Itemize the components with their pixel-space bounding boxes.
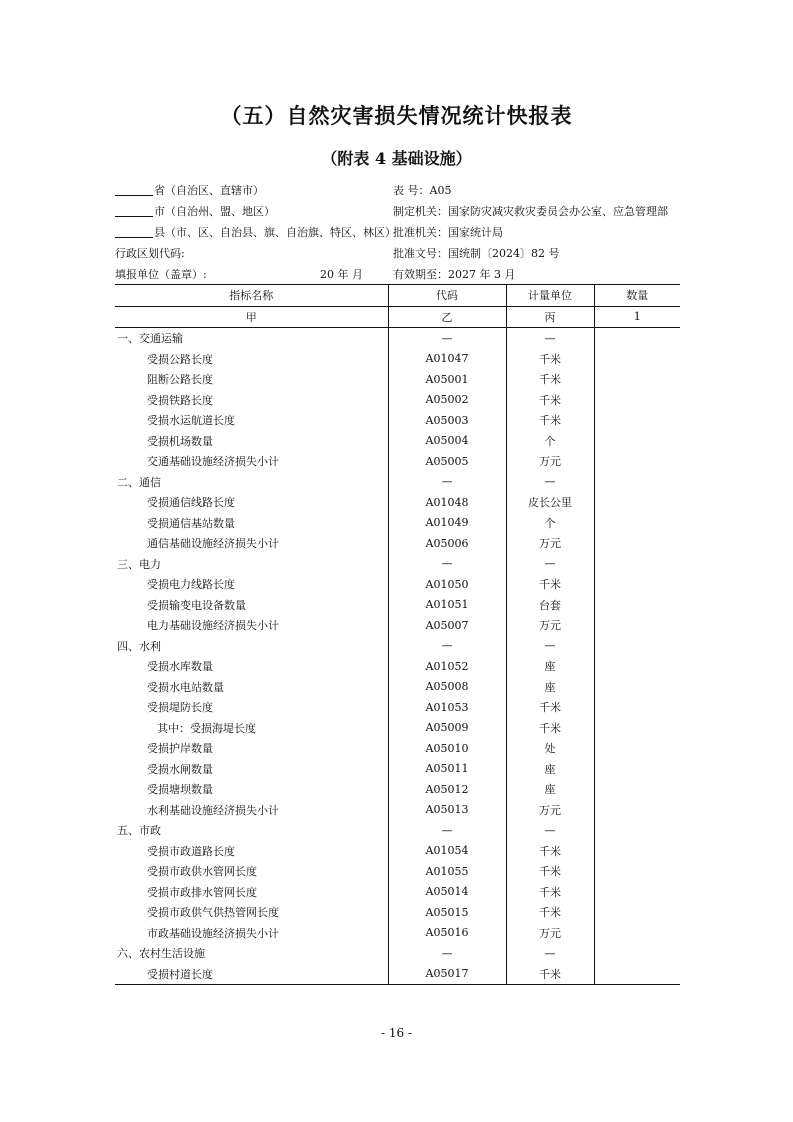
row-quantity-input[interactable]: [594, 964, 680, 985]
form-no: 表 号：A05: [393, 184, 452, 197]
row-name: 受损水库数量: [115, 656, 388, 677]
row-unit: 座: [506, 759, 594, 780]
table-row: [115, 328, 680, 349]
city-blank[interactable]: [115, 203, 153, 217]
row-code: —: [388, 820, 506, 841]
row-unit: —: [506, 943, 594, 964]
row-quantity-input[interactable]: [594, 841, 680, 862]
row-name: 受损堤防长度: [115, 697, 388, 718]
row-name: 通信基础设施经济损失小计: [115, 533, 388, 554]
row-unit: 台套: [506, 595, 594, 616]
row-code: A05007: [388, 615, 506, 636]
row-unit: —: [506, 636, 594, 657]
form-meta: [115, 180, 680, 285]
row-name: 水利基础设施经济损失小计: [115, 800, 388, 821]
row-name: 受损通信基站数量: [115, 513, 388, 534]
row-name: 受损护岸数量: [115, 738, 388, 759]
table-row: [115, 923, 680, 944]
row-unit: 千米: [506, 902, 594, 923]
row-quantity-input[interactable]: [594, 492, 680, 513]
approval-no: 批准文号：国统制〔2024〕82 号: [393, 247, 560, 260]
row-unit: 千米: [506, 882, 594, 903]
table-row: [115, 431, 680, 452]
subheader-quantity: 1: [594, 306, 680, 328]
form-subtitle: （附表 4 基础设施）: [321, 149, 472, 168]
table-row: [115, 677, 680, 698]
row-name: 受损塘坝数量: [115, 779, 388, 800]
row-code: A05011: [388, 759, 506, 780]
table-row: [115, 902, 680, 923]
row-quantity-input[interactable]: [594, 636, 680, 657]
row-name: 三、电力: [115, 554, 388, 575]
table-row: [115, 574, 680, 595]
row-unit: —: [506, 328, 594, 349]
province-blank[interactable]: [115, 182, 153, 196]
row-code: A05014: [388, 882, 506, 903]
row-code: A05016: [388, 923, 506, 944]
subheader-code: 乙: [388, 306, 506, 328]
row-quantity-input[interactable]: [594, 574, 680, 595]
row-code: —: [388, 472, 506, 493]
row-unit: 千米: [506, 349, 594, 370]
row-unit: 千米: [506, 718, 594, 739]
issuer: 制定机关：国家防灾减灾救灾委员会办公室、应急管理部: [393, 205, 668, 218]
row-quantity-input[interactable]: [594, 656, 680, 677]
row-quantity-input[interactable]: [594, 902, 680, 923]
row-code: —: [388, 636, 506, 657]
row-quantity-input[interactable]: [594, 677, 680, 698]
table-row: [115, 656, 680, 677]
fill-date: 20 年 月: [320, 268, 363, 281]
row-name: 受损输变电设备数量: [115, 595, 388, 616]
table-row: [115, 820, 680, 841]
row-code: A01047: [388, 349, 506, 370]
table-row: [115, 390, 680, 411]
row-quantity-input[interactable]: [594, 554, 680, 575]
county-blank[interactable]: [115, 224, 153, 238]
table-row: [115, 451, 680, 472]
subheader-name: 甲: [115, 306, 388, 328]
row-quantity-input[interactable]: [594, 923, 680, 944]
row-name: 五、市政: [115, 820, 388, 841]
row-unit: 座: [506, 677, 594, 698]
row-quantity-input[interactable]: [594, 882, 680, 903]
row-name: 受损市政道路长度: [115, 841, 388, 862]
row-name: 受损水闸数量: [115, 759, 388, 780]
row-unit: 千米: [506, 841, 594, 862]
row-name: 受损水电站数量: [115, 677, 388, 698]
header-unit: 计量单位: [506, 285, 594, 307]
row-code: A05009: [388, 718, 506, 739]
row-code: A05006: [388, 533, 506, 554]
table-row: [115, 861, 680, 882]
row-name: 四、水利: [115, 636, 388, 657]
row-name: 受损水运航道长度: [115, 410, 388, 431]
row-quantity-input[interactable]: [594, 615, 680, 636]
row-quantity-input[interactable]: [594, 718, 680, 739]
table-row: [115, 349, 680, 370]
row-quantity-input[interactable]: [594, 390, 680, 411]
row-name: 受损村道长度: [115, 964, 388, 985]
row-quantity-input[interactable]: [594, 431, 680, 452]
row-name: 阻断公路长度: [115, 369, 388, 390]
row-code: A01050: [388, 574, 506, 595]
row-code: —: [388, 328, 506, 349]
region-code-label: 行政区划代码:: [115, 247, 185, 260]
province-field[interactable]: [115, 180, 264, 201]
row-name: 受损市政排水管网长度: [115, 882, 388, 903]
row-unit: 座: [506, 779, 594, 800]
row-code: A05003: [388, 410, 506, 431]
table-row: [115, 718, 680, 739]
row-code: A01054: [388, 841, 506, 862]
row-name: 受损市政供水管网长度: [115, 861, 388, 882]
table-row: [115, 513, 680, 534]
row-quantity-input[interactable]: [594, 820, 680, 841]
row-name: 受损机场数量: [115, 431, 388, 452]
row-name: 受损铁路长度: [115, 390, 388, 411]
row-code: A05002: [388, 390, 506, 411]
row-name: 六、农村生活设施: [115, 943, 388, 964]
table-row: [115, 697, 680, 718]
row-unit: 万元: [506, 923, 594, 944]
table-row: [115, 554, 680, 575]
row-unit: 千米: [506, 390, 594, 411]
row-code: A05010: [388, 738, 506, 759]
header-quantity: 数量: [594, 285, 680, 307]
row-unit: 个: [506, 513, 594, 534]
row-code: A01052: [388, 656, 506, 677]
row-unit: —: [506, 472, 594, 493]
header-name: 指标名称: [115, 285, 388, 307]
row-unit: 千米: [506, 410, 594, 431]
row-name: 市政基础设施经济损失小计: [115, 923, 388, 944]
row-unit: —: [506, 820, 594, 841]
row-quantity-input[interactable]: [594, 328, 680, 349]
table-header-row: [115, 285, 680, 307]
row-quantity-input[interactable]: [594, 410, 680, 431]
row-name: 电力基础设施经济损失小计: [115, 615, 388, 636]
approver: 批准机关：国家统计局: [393, 226, 503, 239]
row-quantity-input[interactable]: [594, 738, 680, 759]
row-code: A01048: [388, 492, 506, 513]
row-unit: —: [506, 554, 594, 575]
row-code: A01051: [388, 595, 506, 616]
row-code: A05008: [388, 677, 506, 698]
row-code: A01049: [388, 513, 506, 534]
city-label: 市（自治州、盟、地区）: [154, 205, 275, 218]
row-code: —: [388, 943, 506, 964]
row-unit: 万元: [506, 615, 594, 636]
row-quantity-input[interactable]: [594, 779, 680, 800]
row-name: 受损通信线路长度: [115, 492, 388, 513]
table-row: [115, 964, 680, 985]
row-name: 受损市政供气供热管网长度: [115, 902, 388, 923]
row-unit: 座: [506, 656, 594, 677]
table-row: [115, 759, 680, 780]
row-quantity-input[interactable]: [594, 349, 680, 370]
city-field[interactable]: [115, 201, 275, 222]
table-row: [115, 615, 680, 636]
county-field[interactable]: [115, 222, 396, 243]
table-row: [115, 943, 680, 964]
row-name: 二、通信: [115, 472, 388, 493]
subheader-unit: 丙: [506, 306, 594, 328]
table-row: [115, 369, 680, 390]
row-code: A05005: [388, 451, 506, 472]
row-quantity-input[interactable]: [594, 697, 680, 718]
row-unit: 千米: [506, 369, 594, 390]
row-quantity-input[interactable]: [594, 513, 680, 534]
province-label: 省（自治区、直辖市）: [154, 184, 264, 197]
table-row: [115, 841, 680, 862]
row-code: —: [388, 554, 506, 575]
row-code: A01055: [388, 861, 506, 882]
table-row: [115, 492, 680, 513]
row-quantity-input[interactable]: [594, 451, 680, 472]
row-quantity-input[interactable]: [594, 595, 680, 616]
row-unit: 万元: [506, 533, 594, 554]
row-code: A05013: [388, 800, 506, 821]
table-row: [115, 595, 680, 616]
row-code: A05001: [388, 369, 506, 390]
row-unit: 千米: [506, 964, 594, 985]
row-code: A05004: [388, 431, 506, 452]
table-row: [115, 636, 680, 657]
row-unit: 个: [506, 431, 594, 452]
row-quantity-input[interactable]: [594, 369, 680, 390]
row-unit: 千米: [506, 861, 594, 882]
row-unit: 千米: [506, 574, 594, 595]
row-code: A01053: [388, 697, 506, 718]
row-name: 受损公路长度: [115, 349, 388, 370]
infrastructure-table: [115, 284, 680, 985]
table-row: [115, 472, 680, 493]
filler-label: 填报单位（盖章）:: [115, 268, 207, 281]
row-quantity-input[interactable]: [594, 800, 680, 821]
table-row: [115, 779, 680, 800]
row-name: 受损电力线路长度: [115, 574, 388, 595]
table-row: [115, 882, 680, 903]
table-row: [115, 410, 680, 431]
row-name: 交通基础设施经济损失小计: [115, 451, 388, 472]
row-unit: 万元: [506, 800, 594, 821]
county-label: 县（市、区、自治县、旗、自治旗、特区、林区）: [154, 226, 396, 239]
row-unit: 处: [506, 738, 594, 759]
row-quantity-input[interactable]: [594, 861, 680, 882]
row-code: A05017: [388, 964, 506, 985]
row-name: 一、交通运输: [115, 328, 388, 349]
row-unit: 皮长公里: [506, 492, 594, 513]
row-quantity-input[interactable]: [594, 943, 680, 964]
table-row: [115, 533, 680, 554]
row-unit: 万元: [506, 451, 594, 472]
header-code: 代码: [388, 285, 506, 307]
row-quantity-input[interactable]: [594, 759, 680, 780]
form-title: （五）自然灾害损失情况统计快报表: [220, 103, 573, 128]
row-name: 其中：受损海堤长度: [115, 718, 388, 739]
valid-until: 有效期至：2027 年 3 月: [393, 268, 516, 281]
row-code: A05012: [388, 779, 506, 800]
table-subheader-row: [115, 306, 680, 328]
row-code: A05015: [388, 902, 506, 923]
table-row: [115, 800, 680, 821]
table-row: [115, 738, 680, 759]
row-quantity-input[interactable]: [594, 472, 680, 493]
row-unit: 千米: [506, 697, 594, 718]
row-quantity-input[interactable]: [594, 533, 680, 554]
page-number: - 16 -: [380, 1026, 412, 1040]
